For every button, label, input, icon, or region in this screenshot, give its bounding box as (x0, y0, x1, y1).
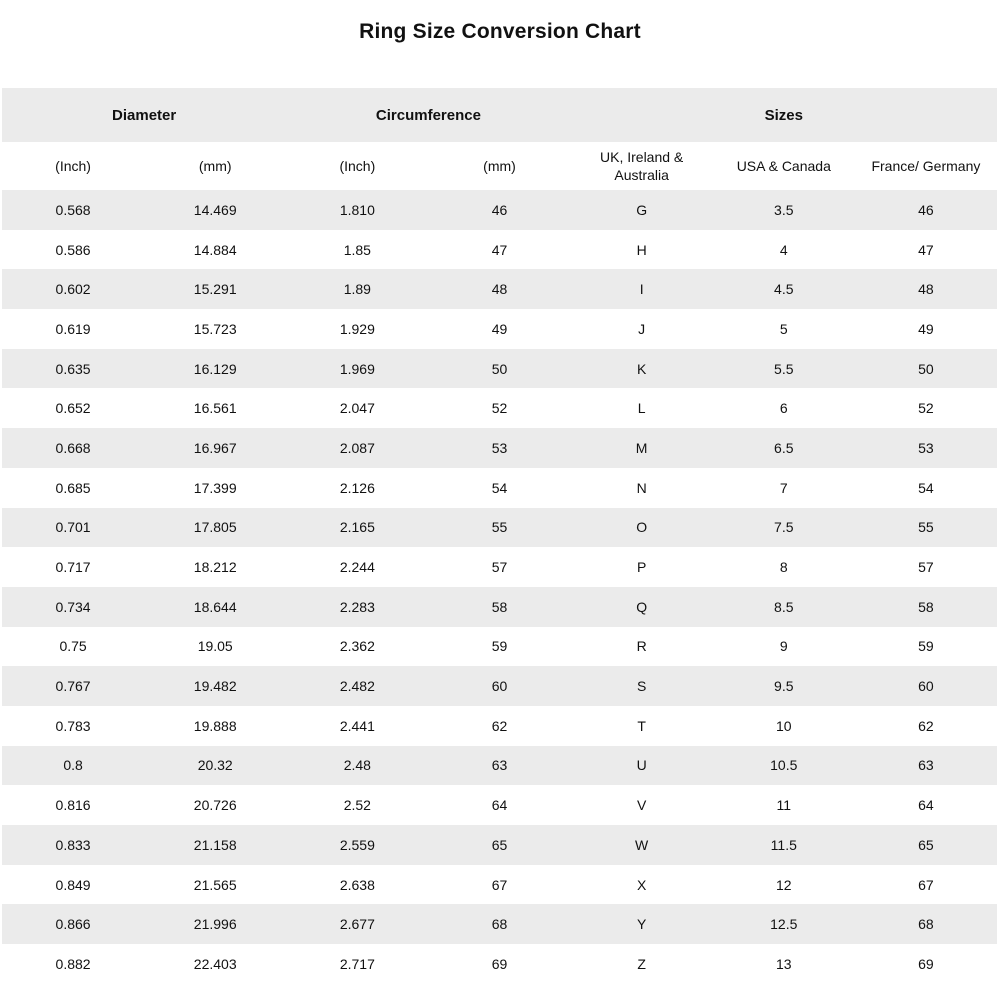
cell-diameter-inch: 0.635 (55, 360, 91, 377)
cell-diameter-mm: 18.212 (193, 559, 237, 576)
cell-diameter-inch: 0.568 (55, 201, 91, 218)
cell-size-usa-canada: 8.5 (774, 598, 794, 615)
cell-size-usa-canada: 10.5 (770, 757, 798, 774)
cell-diameter-mm: 19.482 (193, 678, 237, 695)
cell-diameter-mm: 14.469 (193, 201, 237, 218)
table-row (2, 706, 997, 746)
cell-size-france-germany: 67 (918, 876, 934, 893)
cell-diameter-inch: 0.767 (55, 678, 91, 695)
cell-size-usa-canada: 9 (779, 638, 788, 655)
cell-diameter-inch: 0.849 (55, 876, 91, 893)
cell-size-france-germany: 68 (918, 916, 934, 933)
cell-size-uk-ireland-australia: U (636, 757, 647, 774)
cell-size-uk-ireland-australia: I (639, 281, 644, 298)
table-row (2, 230, 997, 270)
cell-diameter-inch: 0.783 (55, 717, 91, 734)
cell-size-uk-ireland-australia: V (636, 797, 647, 814)
cell-circumference-inch: 1.810 (339, 201, 375, 218)
column-header-diameter-inch: (Inch) (55, 157, 91, 174)
cell-diameter-inch: 0.586 (55, 241, 91, 258)
column-header-size-france-germany: France/ Germany (871, 157, 981, 174)
cell-size-usa-canada: 4.5 (774, 281, 794, 298)
cell-diameter-mm: 15.723 (193, 320, 237, 337)
table-row (2, 309, 997, 349)
cell-circumference-inch: 2.244 (339, 559, 375, 576)
table-row (2, 468, 997, 508)
cell-diameter-mm: 22.403 (193, 955, 237, 972)
cell-diameter-mm: 17.399 (193, 479, 237, 496)
cell-circumference-mm: 52 (491, 400, 508, 417)
page-title: Ring Size Conversion Chart (359, 20, 641, 43)
cell-circumference-inch: 2.441 (339, 717, 375, 734)
cell-diameter-inch: 0.668 (55, 439, 91, 456)
cell-diameter-mm: 21.565 (193, 876, 237, 893)
cell-diameter-inch: 0.816 (55, 797, 91, 814)
cell-diameter-inch: 0.75 (59, 638, 87, 655)
cell-circumference-mm: 68 (491, 916, 508, 933)
column-header-circumference-mm: (mm) (483, 157, 516, 174)
cell-circumference-inch: 1.929 (339, 320, 375, 337)
cell-circumference-mm: 53 (491, 439, 508, 456)
cell-size-uk-ireland-australia: R (636, 638, 647, 655)
cell-size-france-germany: 60 (918, 678, 934, 695)
column-header-diameter-mm: (mm) (198, 157, 232, 174)
cell-diameter-mm: 19.05 (197, 638, 233, 655)
cell-diameter-mm: 16.561 (193, 400, 237, 417)
table-row (2, 269, 997, 309)
cell-diameter-inch: 0.619 (55, 320, 91, 337)
cell-size-uk-ireland-australia: O (636, 519, 648, 536)
cell-size-usa-canada: 13 (775, 955, 792, 972)
table-group-header-row (2, 88, 997, 142)
cell-size-usa-canada: 4 (779, 241, 788, 258)
cell-size-uk-ireland-australia: Q (636, 598, 648, 615)
cell-diameter-inch: 0.866 (55, 916, 91, 933)
cell-size-usa-canada: 6.5 (774, 439, 794, 456)
cell-circumference-inch: 1.85 (343, 241, 371, 258)
table-row (2, 587, 997, 627)
cell-size-france-germany: 53 (918, 439, 934, 456)
table-row (2, 785, 997, 825)
cell-circumference-mm: 67 (491, 876, 508, 893)
table-row (2, 746, 997, 786)
column-header-size-uk-ireland-australia: UK, Ireland & Australia (600, 148, 684, 183)
cell-circumference-inch: 2.717 (339, 955, 375, 972)
cell-diameter-inch: 0.734 (55, 598, 91, 615)
cell-circumference-inch: 2.165 (339, 519, 375, 536)
table-row (2, 190, 997, 230)
cell-size-uk-ireland-australia: X (636, 876, 647, 893)
cell-size-uk-ireland-australia: Y (636, 916, 647, 933)
group-header-sizes: Sizes (764, 106, 803, 124)
cell-diameter-mm: 19.888 (193, 717, 237, 734)
cell-size-usa-canada: 5.5 (774, 360, 794, 377)
cell-size-usa-canada: 10 (775, 717, 792, 734)
cell-circumference-mm: 49 (491, 320, 508, 337)
cell-circumference-inch: 2.283 (339, 598, 375, 615)
cell-size-usa-canada: 12 (775, 876, 792, 893)
cell-diameter-mm: 21.158 (193, 836, 237, 853)
cell-circumference-mm: 64 (491, 797, 508, 814)
table-row (2, 825, 997, 865)
cell-diameter-inch: 0.701 (55, 519, 91, 536)
cell-size-uk-ireland-australia: L (637, 400, 646, 417)
cell-size-usa-canada: 11 (776, 797, 792, 814)
cell-diameter-inch: 0.602 (55, 281, 91, 298)
table-row (2, 666, 997, 706)
cell-circumference-inch: 1.969 (339, 360, 375, 377)
table-row (2, 865, 997, 905)
cell-size-uk-ireland-australia: N (636, 479, 647, 496)
cell-size-usa-canada: 7.5 (774, 519, 794, 536)
cell-size-uk-ireland-australia: S (636, 678, 647, 695)
cell-size-france-germany: 49 (918, 320, 934, 337)
cell-circumference-inch: 2.48 (343, 757, 371, 774)
cell-size-france-germany: 54 (918, 479, 934, 496)
cell-size-france-germany: 57 (918, 559, 934, 576)
table-column-header-row (2, 142, 997, 190)
table-row (2, 349, 997, 389)
ring-size-conversion-table (2, 88, 997, 984)
cell-circumference-mm: 65 (491, 836, 508, 853)
cell-size-france-germany: 63 (918, 757, 934, 774)
table-row (2, 388, 997, 428)
table-row (2, 428, 997, 468)
group-header-diameter: Diameter (112, 106, 177, 124)
cell-circumference-mm: 54 (491, 479, 508, 496)
column-header-size-usa-canada: USA & Canada (736, 157, 831, 174)
cell-circumference-mm: 47 (491, 241, 508, 258)
group-header-circumference: Circumference (375, 106, 481, 124)
cell-size-usa-canada: 12.5 (770, 916, 798, 933)
cell-size-france-germany: 47 (918, 241, 934, 258)
cell-size-usa-canada: 5 (779, 320, 788, 337)
cell-diameter-inch: 0.882 (55, 955, 91, 972)
cell-circumference-mm: 48 (491, 281, 508, 298)
cell-size-uk-ireland-australia: M (635, 439, 648, 456)
cell-circumference-inch: 2.482 (339, 678, 375, 695)
cell-circumference-inch: 2.047 (339, 400, 375, 417)
cell-circumference-inch: 2.087 (339, 439, 375, 456)
cell-circumference-inch: 2.52 (343, 797, 371, 814)
cell-size-uk-ireland-australia: K (636, 360, 647, 377)
table-row (2, 547, 997, 587)
cell-circumference-mm: 69 (491, 955, 508, 972)
cell-size-usa-canada: 11.5 (770, 836, 797, 853)
cell-diameter-mm: 16.129 (193, 360, 237, 377)
cell-diameter-inch: 0.685 (55, 479, 91, 496)
cell-size-uk-ireland-australia: J (638, 320, 646, 337)
cell-diameter-mm: 20.32 (197, 757, 233, 774)
cell-size-france-germany: 48 (918, 281, 934, 298)
cell-size-france-germany: 50 (918, 360, 934, 377)
cell-size-france-germany: 62 (918, 717, 934, 734)
table-row (2, 944, 997, 984)
cell-diameter-mm: 16.967 (193, 439, 237, 456)
cell-size-uk-ireland-australia: Z (637, 955, 646, 972)
cell-circumference-mm: 62 (491, 717, 508, 734)
cell-circumference-inch: 2.677 (339, 916, 375, 933)
cell-size-france-germany: 58 (918, 598, 934, 615)
cell-diameter-mm: 20.726 (193, 797, 237, 814)
cell-size-usa-canada: 7 (779, 479, 788, 496)
cell-diameter-mm: 21.996 (193, 916, 237, 933)
cell-diameter-inch: 0.833 (55, 836, 91, 853)
cell-size-usa-canada: 6 (779, 400, 788, 417)
cell-circumference-mm: 46 (491, 201, 508, 218)
cell-size-usa-canada: 3.5 (774, 201, 794, 218)
cell-size-france-germany: 52 (918, 400, 934, 417)
cell-size-france-germany: 65 (918, 836, 934, 853)
cell-circumference-inch: 2.126 (339, 479, 375, 496)
cell-diameter-mm: 15.291 (193, 281, 237, 298)
cell-circumference-inch: 1.89 (343, 281, 371, 298)
cell-diameter-mm: 14.884 (193, 241, 237, 258)
cell-size-france-germany: 46 (918, 201, 934, 218)
cell-size-france-germany: 55 (918, 519, 934, 536)
cell-size-usa-canada: 9.5 (774, 678, 794, 695)
cell-diameter-mm: 18.644 (193, 598, 237, 615)
cell-circumference-mm: 63 (491, 757, 508, 774)
cell-diameter-inch: 0.8 (63, 757, 83, 774)
cell-diameter-mm: 17.805 (193, 519, 237, 536)
cell-size-uk-ireland-australia: W (635, 836, 649, 853)
cell-size-uk-ireland-australia: T (637, 717, 646, 734)
table-row (2, 508, 997, 548)
column-header-circumference-inch: (Inch) (339, 157, 376, 174)
cell-circumference-mm: 55 (491, 519, 508, 536)
cell-size-usa-canada: 8 (779, 559, 788, 576)
cell-circumference-mm: 59 (491, 638, 508, 655)
cell-size-france-germany: 64 (918, 797, 934, 814)
cell-circumference-inch: 2.362 (339, 638, 375, 655)
cell-size-france-germany: 59 (918, 638, 934, 655)
table-row (2, 904, 997, 944)
cell-diameter-inch: 0.717 (55, 559, 91, 576)
cell-diameter-inch: 0.652 (55, 400, 91, 417)
cell-size-uk-ireland-australia: G (636, 201, 648, 218)
cell-circumference-inch: 2.638 (339, 876, 375, 893)
cell-circumference-mm: 58 (491, 598, 508, 615)
table-row (2, 627, 997, 667)
cell-circumference-mm: 50 (491, 360, 508, 377)
cell-circumference-mm: 57 (491, 559, 508, 576)
cell-circumference-inch: 2.559 (339, 836, 375, 853)
cell-size-france-germany: 69 (918, 955, 934, 972)
cell-size-uk-ireland-australia: H (636, 241, 647, 258)
cell-circumference-mm: 60 (491, 678, 508, 695)
cell-size-uk-ireland-australia: P (636, 559, 647, 576)
table-body (2, 190, 997, 984)
